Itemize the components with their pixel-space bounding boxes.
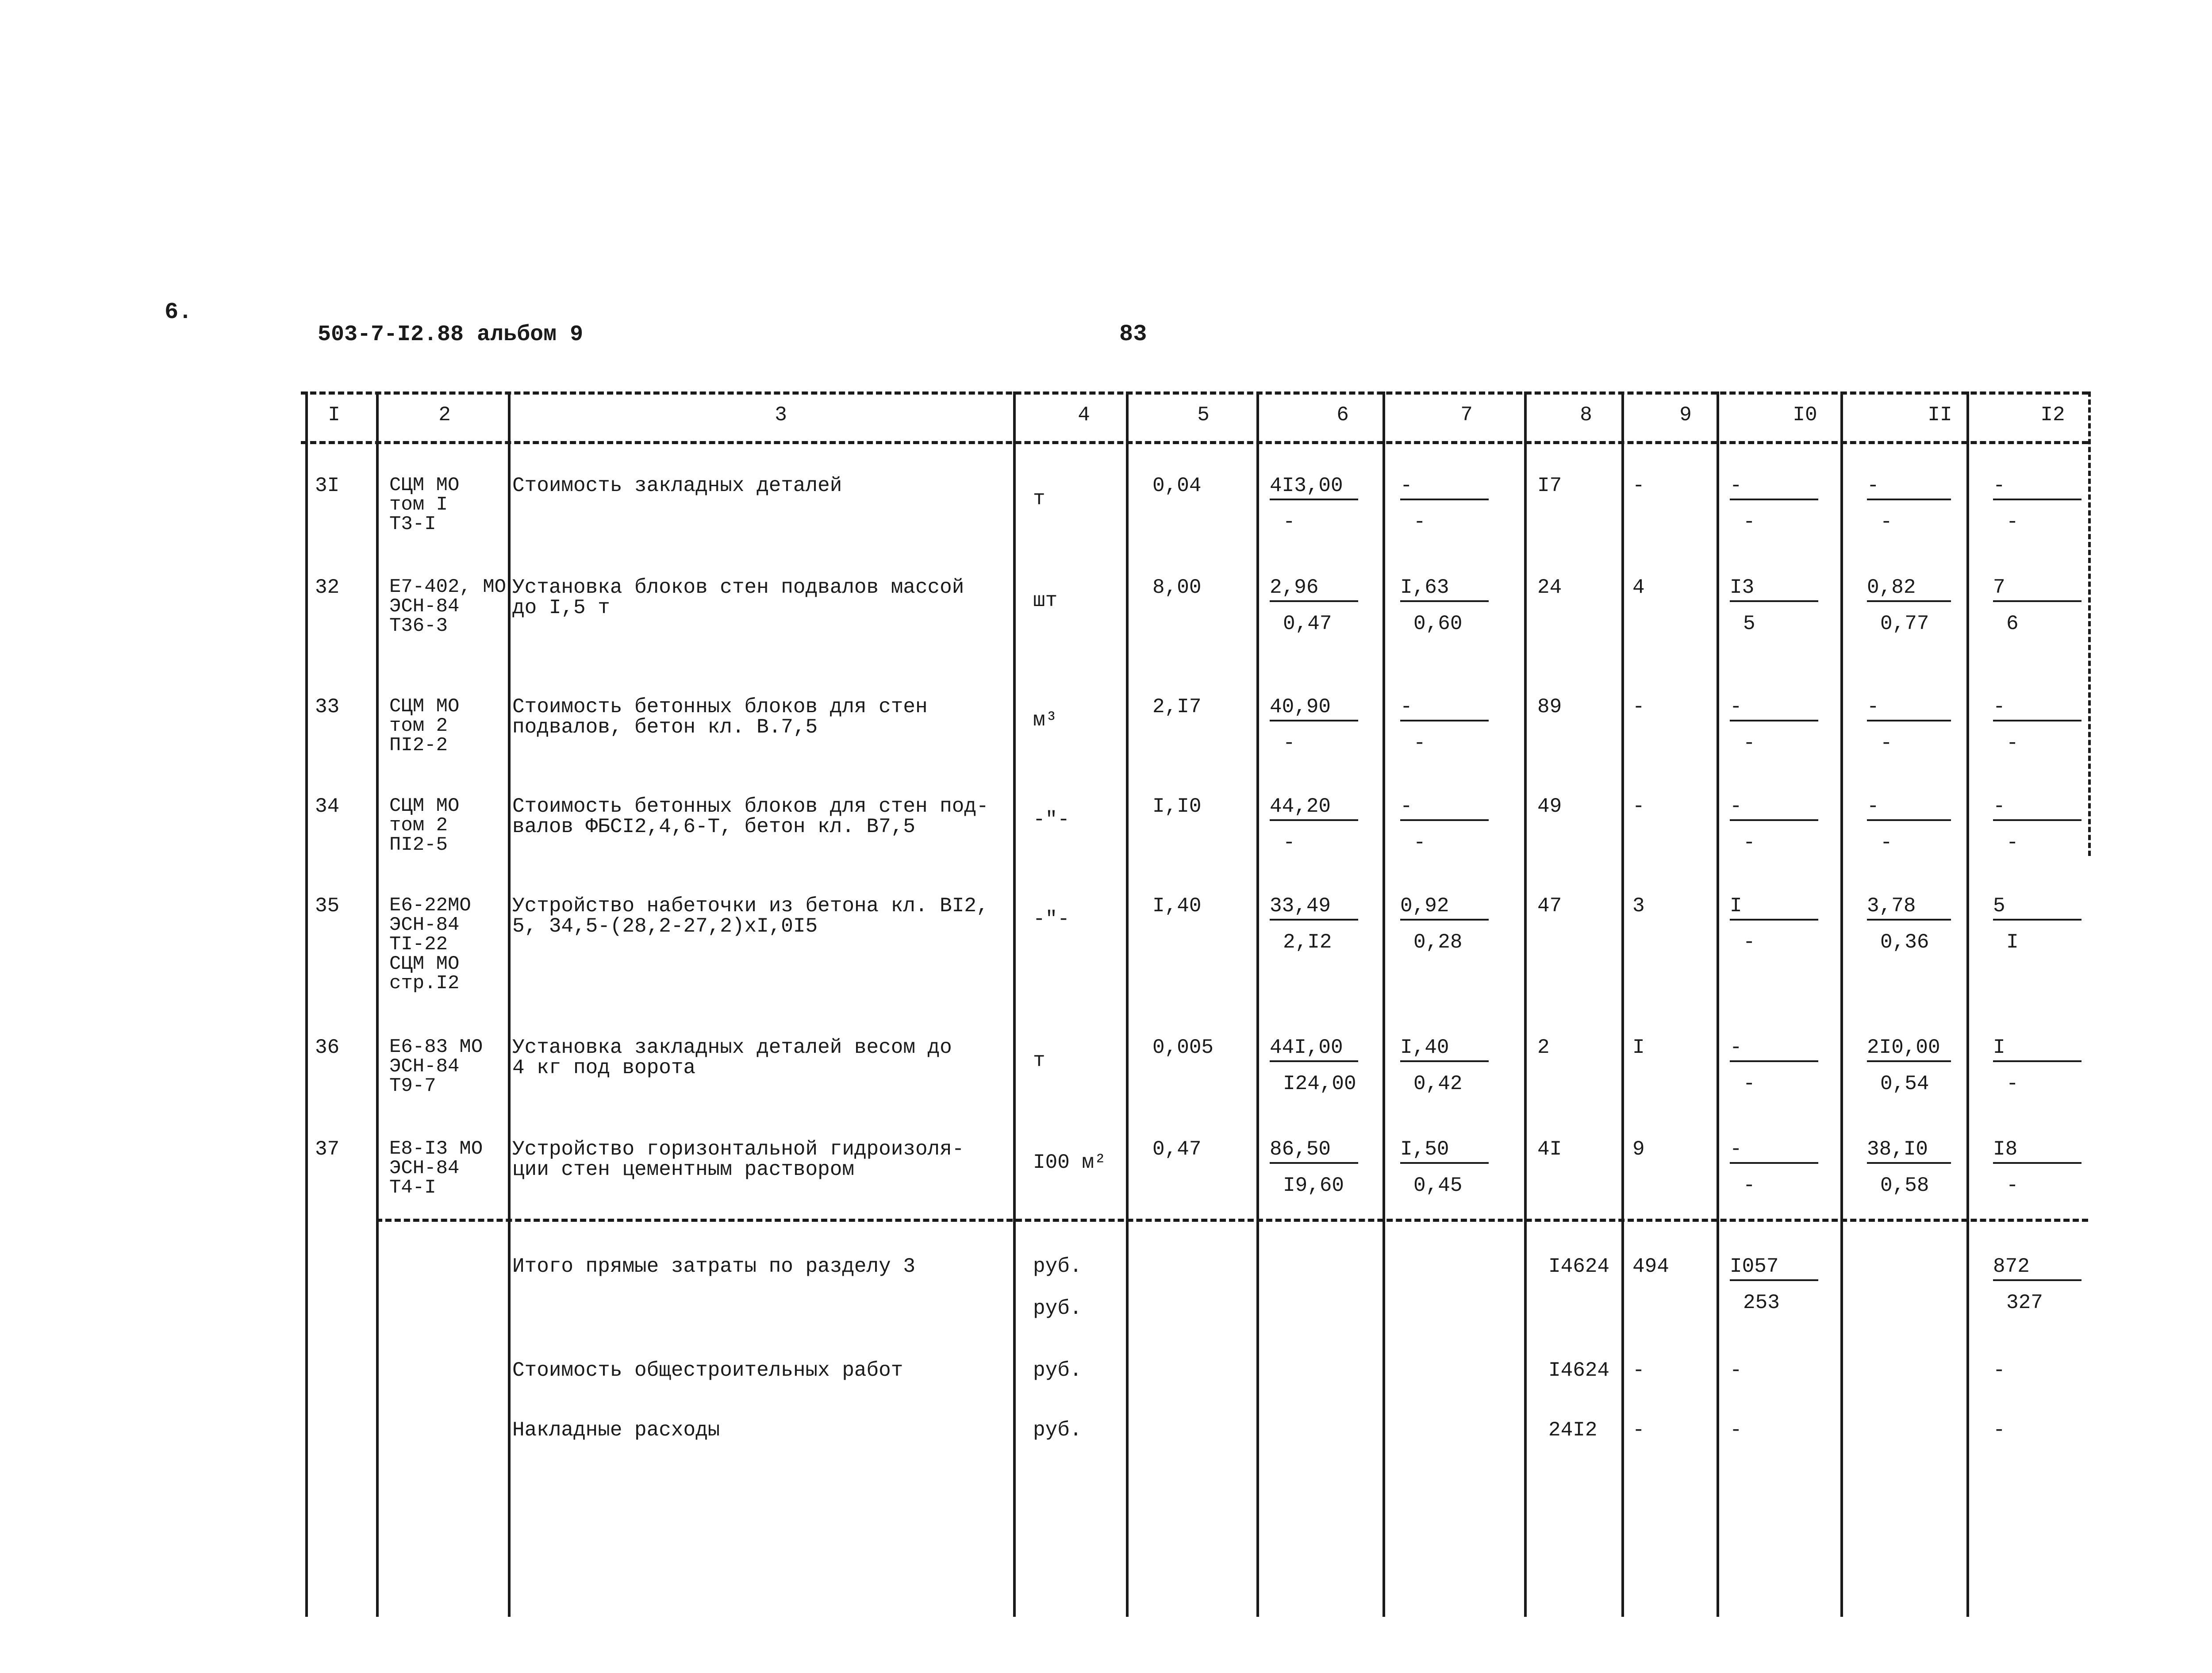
totals-unit: руб.	[1033, 1255, 1082, 1278]
quantity: I,I0	[1152, 795, 1202, 818]
labor-hours-value: 0,82	[1867, 576, 1916, 599]
totals-labor-subvalue: 327	[2006, 1291, 2043, 1314]
work-name-line: 5, 34,5-(28,2-27,2)хI,0I5	[512, 915, 818, 938]
column-divider	[2088, 391, 2091, 856]
totals-labor-rule	[1993, 1279, 2081, 1281]
rate-code-line: СЦМ МО	[389, 795, 460, 817]
labor-cost-rule	[1400, 499, 1489, 500]
totals-labor: -	[1993, 1359, 2005, 1382]
column-divider	[1717, 391, 1719, 1617]
labor-hours-subvalue: 0,54	[1880, 1072, 1929, 1095]
total-labor-subvalue: -	[2006, 1174, 2019, 1197]
unit-cost-value: 33,49	[1270, 894, 1331, 917]
labor-hours-subvalue: -	[1880, 510, 1893, 533]
total-cost: 49	[1537, 795, 1562, 818]
rate-code-line: Т4-I	[389, 1177, 436, 1199]
column-header: 5	[1197, 403, 1210, 426]
row-number: 33	[315, 695, 340, 718]
rate-code-line: том 2	[389, 715, 448, 737]
row-number: 36	[315, 1036, 340, 1059]
rate-code-line: СЦМ МО	[389, 695, 460, 718]
column-header: 2	[438, 403, 451, 426]
unit-cost-value: 86,50	[1270, 1138, 1331, 1161]
rate-code-line: стр.I2	[389, 972, 460, 994]
page-number: 83	[1119, 321, 1147, 347]
total-labor-value: 5	[1993, 894, 2005, 917]
labor-hours-rule	[1867, 1060, 1951, 1062]
unit-cost-value: 44I,00	[1270, 1036, 1343, 1059]
labor-cost-rule	[1400, 819, 1489, 821]
rate-code-line: Е6-83 МО	[389, 1036, 483, 1058]
unit-cost-subvalue: -	[1283, 732, 1295, 755]
column-divider	[376, 391, 379, 1617]
row-number: 3I	[315, 474, 340, 497]
machines-cost-subvalue: -	[1743, 831, 1755, 854]
unit: шт	[1033, 589, 1058, 612]
wages-cost: -	[1632, 795, 1645, 818]
labor-cost-value: -	[1400, 795, 1413, 818]
totals-wages: 494	[1632, 1255, 1669, 1278]
totals-machines: -	[1730, 1419, 1742, 1442]
unit-cost-value: 44,20	[1270, 795, 1331, 818]
labor-hours-subvalue: -	[1880, 732, 1893, 755]
machines-cost-rule	[1730, 720, 1818, 721]
work-name-line: Установка блоков стен подвалов массой	[512, 576, 964, 599]
rate-code-line: ЭСН-84	[389, 1055, 460, 1078]
total-labor-rule	[1993, 1060, 2081, 1062]
column-header: I	[328, 403, 340, 426]
labor-cost-value: I,63	[1400, 576, 1449, 599]
totals-cost: 24I2	[1548, 1419, 1598, 1442]
unit-cost-subvalue: I24,00	[1283, 1072, 1356, 1095]
machines-cost-subvalue: -	[1743, 732, 1755, 755]
labor-hours-value: 3,78	[1867, 894, 1916, 917]
total-labor-value: I	[1993, 1036, 2005, 1059]
labor-cost-subvalue: 0,45	[1413, 1174, 1463, 1197]
machines-cost-rule	[1730, 600, 1818, 602]
column-divider	[1013, 391, 1016, 1617]
work-name-line: 4 кг под ворота	[512, 1056, 696, 1079]
total-labor-value: -	[1993, 474, 2005, 497]
labor-hours-subvalue: 0,77	[1880, 612, 1929, 635]
labor-cost-value: -	[1400, 474, 1413, 497]
totals-cost: I4624	[1548, 1255, 1610, 1278]
unit-cost-subvalue: 2,I2	[1283, 931, 1332, 954]
labor-cost-rule	[1400, 919, 1489, 921]
labor-hours-rule	[1867, 919, 1951, 921]
column-header: 8	[1580, 403, 1592, 426]
total-labor-value: -	[1993, 695, 2005, 718]
machines-cost-value: -	[1730, 1138, 1742, 1161]
total-labor-value: 7	[1993, 576, 2005, 599]
work-name-line: до I,5 т	[512, 596, 610, 619]
machines-cost-rule	[1730, 1060, 1818, 1062]
column-header: 6	[1336, 403, 1349, 426]
quantity: 0,47	[1152, 1138, 1202, 1161]
machines-cost-value: -	[1730, 1036, 1742, 1059]
labor-cost-value: -	[1400, 695, 1413, 718]
unit-cost-subvalue: -	[1283, 510, 1295, 533]
machines-cost-value: -	[1730, 474, 1742, 497]
total-labor-subvalue: I	[2006, 931, 2019, 954]
quantity: 8,00	[1152, 576, 1202, 599]
unit-cost-rule	[1270, 499, 1358, 500]
machines-cost-value: -	[1730, 695, 1742, 718]
labor-cost-rule	[1400, 1162, 1489, 1164]
row-number: 35	[315, 894, 340, 917]
column-divider	[508, 391, 511, 1617]
labor-hours-rule	[1867, 499, 1951, 500]
rate-code-line: ЭСН-84	[389, 595, 460, 618]
totals-wages: -	[1632, 1419, 1645, 1442]
wages-cost: -	[1632, 695, 1645, 718]
labor-cost-rule	[1400, 1060, 1489, 1062]
rate-code-line: СЦМ МО	[389, 474, 460, 496]
unit: т	[1033, 487, 1045, 510]
row-number: 34	[315, 795, 340, 818]
quantity: 0,04	[1152, 474, 1202, 497]
machines-cost-rule	[1730, 499, 1818, 500]
totals-unit-second: руб.	[1033, 1297, 1082, 1320]
header-top-line	[301, 391, 2088, 395]
machines-cost-rule	[1730, 919, 1818, 921]
labor-cost-value: 0,92	[1400, 894, 1449, 917]
unit-cost-subvalue: 0,47	[1283, 612, 1332, 635]
total-cost: 47	[1537, 894, 1562, 917]
quantity: 2,I7	[1152, 695, 1202, 718]
work-name-line: ции стен цементным раствором	[512, 1158, 854, 1181]
labor-cost-value: I,40	[1400, 1036, 1449, 1059]
machines-cost-value: I	[1730, 894, 1742, 917]
wages-cost: 9	[1632, 1138, 1645, 1161]
unit: т	[1033, 1049, 1045, 1072]
total-cost: 4I	[1537, 1138, 1562, 1161]
quantity: I,40	[1152, 894, 1202, 917]
total-labor-value: I8	[1993, 1138, 2018, 1161]
work-name-line: Установка закладных деталей весом до	[512, 1036, 952, 1059]
labor-hours-value: 38,I0	[1867, 1138, 1928, 1161]
rate-code-line: ПI2-2	[389, 734, 448, 756]
rate-code-line: ЭСН-84	[389, 1157, 460, 1179]
total-labor-rule	[1993, 819, 2081, 821]
column-divider	[1126, 391, 1129, 1617]
total-labor-rule	[1993, 499, 2081, 500]
corner-mark: 6.	[165, 299, 192, 325]
rate-code-line: ПI2-5	[389, 834, 448, 856]
doc-code: 503-7-I2.88 альбом 9	[318, 322, 584, 347]
labor-cost-subvalue: -	[1413, 510, 1426, 533]
unit-cost-rule	[1270, 819, 1358, 821]
column-header: 4	[1078, 403, 1090, 426]
work-name-line: Стоимость бетонных блоков для стен под-	[512, 795, 989, 818]
labor-hours-value: 2I0,00	[1867, 1036, 1940, 1059]
total-labor-rule	[1993, 1162, 2081, 1164]
rate-code-line: ЭСН-84	[389, 914, 460, 936]
totals-label: Итого прямые затраты по разделу 3	[512, 1255, 915, 1278]
labor-cost-subvalue: -	[1413, 831, 1426, 854]
rate-code-line: Е7-402, МО	[389, 576, 507, 598]
work-name-line: Устройство набеточки из бетона кл. ВI2,	[512, 894, 989, 917]
totals-label: Стоимость общестроительных работ	[512, 1359, 903, 1382]
header-bottom-line	[301, 441, 2088, 444]
totals-machines: -	[1730, 1359, 1742, 1382]
labor-hours-subvalue: 0,58	[1880, 1174, 1929, 1197]
total-labor-subvalue: -	[2006, 1072, 2019, 1095]
wages-cost: -	[1632, 474, 1645, 497]
machines-cost-rule	[1730, 819, 1818, 821]
work-name-line: Стоимость бетонных блоков для стен	[512, 695, 928, 718]
totals-labor: -	[1993, 1419, 2005, 1442]
unit: -"-	[1033, 908, 1070, 931]
totals-unit: руб.	[1033, 1359, 1082, 1382]
unit: I00 м²	[1033, 1151, 1106, 1174]
total-cost: 2	[1537, 1036, 1550, 1059]
unit-cost-rule	[1270, 600, 1358, 602]
unit-cost-subvalue: I9,60	[1283, 1174, 1344, 1197]
unit-cost-subvalue: -	[1283, 831, 1295, 854]
machines-cost-rule	[1730, 1162, 1818, 1164]
rate-code-line: Е6-22МО	[389, 894, 471, 917]
labor-hours-value: -	[1867, 695, 1879, 718]
rate-code-line: Т36-3	[389, 615, 448, 637]
labor-hours-rule	[1867, 1162, 1951, 1164]
totals-machines-rule	[1730, 1279, 1818, 1281]
machines-cost-subvalue: -	[1743, 1174, 1755, 1197]
labor-hours-subvalue: -	[1880, 831, 1893, 854]
column-divider	[1966, 391, 1969, 1617]
total-cost: 89	[1537, 695, 1562, 718]
wages-cost: 3	[1632, 894, 1645, 917]
labor-cost-subvalue: 0,28	[1413, 931, 1463, 954]
rate-code-line: СЦМ МО	[389, 953, 460, 975]
totals-labor-value: 872	[1993, 1255, 2030, 1278]
column-divider	[1840, 391, 1843, 1617]
unit: -"-	[1033, 808, 1070, 831]
column-header: II	[1928, 403, 1952, 426]
column-divider	[1524, 391, 1527, 1617]
column-header: 7	[1460, 403, 1473, 426]
labor-hours-rule	[1867, 600, 1951, 602]
total-labor-subvalue: -	[2006, 510, 2019, 533]
unit-cost-value: 4I3,00	[1270, 474, 1343, 497]
total-labor-subvalue: -	[2006, 732, 2019, 755]
rate-code-line: том 2	[389, 814, 448, 836]
labor-hours-value: -	[1867, 795, 1879, 818]
labor-hours-rule	[1867, 720, 1951, 721]
total-labor-rule	[1993, 919, 2081, 921]
totals-cost: I4624	[1548, 1359, 1610, 1382]
totals-machines-value: I057	[1730, 1255, 1779, 1278]
labor-hours-value: -	[1867, 474, 1879, 497]
column-divider	[305, 391, 308, 1617]
unit-cost-value: 40,90	[1270, 695, 1331, 718]
column-header: 3	[775, 403, 787, 426]
machines-cost-value: I3	[1730, 576, 1755, 599]
labor-hours-subvalue: 0,36	[1880, 931, 1929, 954]
work-name-line: валов ФБСI2,4,6-Т, бетон кл. В7,5	[512, 815, 915, 838]
labor-cost-rule	[1400, 600, 1489, 602]
wages-cost: I	[1632, 1036, 1645, 1059]
quantity: 0,005	[1152, 1036, 1214, 1059]
rate-code-line: Т3-I	[389, 513, 436, 535]
work-name-line: Устройство горизонтальной гидроизоля-	[512, 1138, 964, 1161]
total-labor-value: -	[1993, 795, 2005, 818]
work-name-line: Стоимость закладных деталей	[512, 474, 842, 497]
labor-cost-subvalue: 0,60	[1413, 612, 1463, 635]
total-labor-subvalue: 6	[2006, 612, 2019, 635]
total-cost: I7	[1537, 474, 1562, 497]
unit: м³	[1033, 709, 1058, 732]
total-labor-rule	[1993, 600, 2081, 602]
total-labor-rule	[1993, 720, 2081, 721]
total-cost: 24	[1537, 576, 1562, 599]
rate-code-line: ТI-22	[389, 933, 448, 955]
totals-label: Накладные расходы	[512, 1419, 720, 1442]
column-header: I0	[1793, 403, 1817, 426]
labor-cost-subvalue: -	[1413, 732, 1426, 755]
totals-unit: руб.	[1033, 1419, 1082, 1442]
rate-code-line: том I	[389, 494, 448, 516]
labor-cost-rule	[1400, 720, 1489, 721]
wages-cost: 4	[1632, 576, 1645, 599]
total-labor-subvalue: -	[2006, 831, 2019, 854]
machines-cost-subvalue: -	[1743, 931, 1755, 954]
machines-cost-subvalue: -	[1743, 510, 1755, 533]
column-divider	[1621, 391, 1624, 1617]
unit-cost-rule	[1270, 1060, 1358, 1062]
column-header: 9	[1679, 403, 1692, 426]
rate-code-line: Т9-7	[389, 1075, 436, 1097]
totals-wages: -	[1632, 1359, 1645, 1382]
machines-cost-subvalue: -	[1743, 1072, 1755, 1095]
labor-cost-value: I,50	[1400, 1138, 1449, 1161]
column-divider	[1256, 391, 1259, 1617]
body-end-line	[376, 1219, 2088, 1222]
work-name-line: подвалов, бетон кл. В.7,5	[512, 716, 818, 739]
rate-code-line: Е8-I3 МО	[389, 1138, 483, 1160]
unit-cost-value: 2,96	[1270, 576, 1319, 599]
row-number: 37	[315, 1138, 340, 1161]
column-header: I2	[2040, 403, 2065, 426]
unit-cost-rule	[1270, 1162, 1358, 1164]
totals-machines-subvalue: 253	[1743, 1291, 1780, 1314]
machines-cost-subvalue: 5	[1743, 612, 1755, 635]
row-number: 32	[315, 576, 340, 599]
column-divider	[1382, 391, 1385, 1617]
labor-cost-subvalue: 0,42	[1413, 1072, 1463, 1095]
unit-cost-rule	[1270, 720, 1358, 721]
labor-hours-rule	[1867, 819, 1951, 821]
machines-cost-value: -	[1730, 795, 1742, 818]
unit-cost-rule	[1270, 919, 1358, 921]
